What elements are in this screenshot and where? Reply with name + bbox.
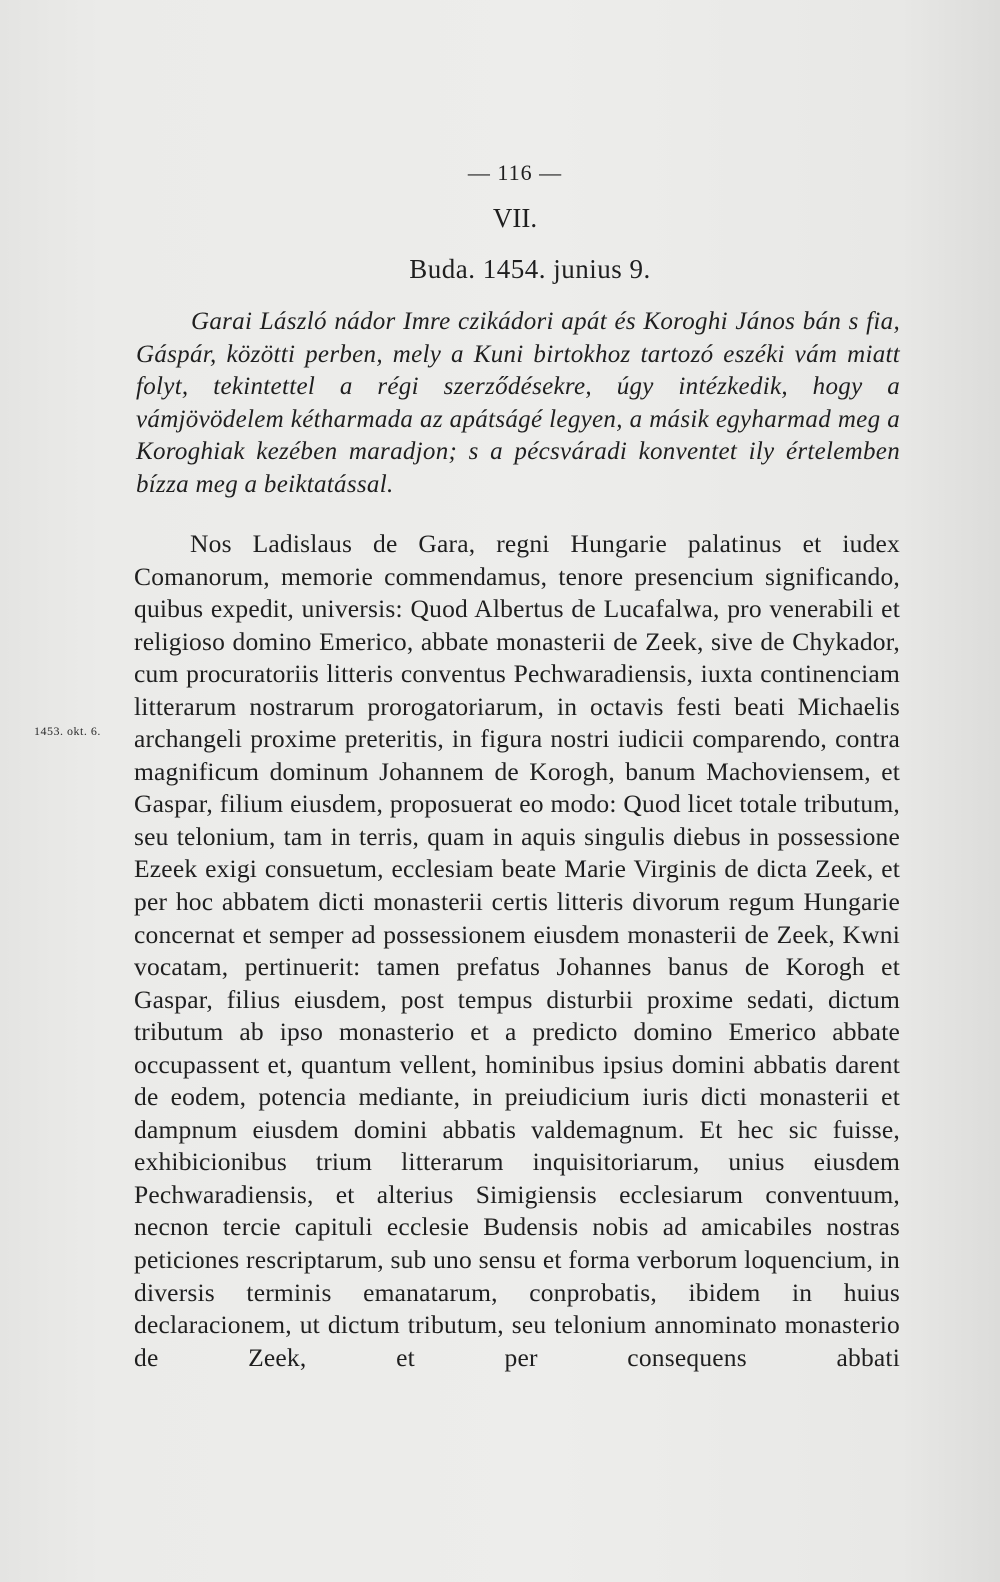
place-date-heading: Buda. 1454. junius 9. <box>409 254 651 284</box>
document-number: VII. <box>492 203 538 233</box>
regest-summary: Garai László nádor Imre czikádori apát és Koroghi János bán s fia, Gáspár, közötti perben, mely a Kuni birtokhoz tartozó eszéki vám miatt folyt, tekintettel a régi szerződésekre, úgy intézkedik, hogy a vámjövödelem kétharmada az apátságé legyen, a másik egyharmad meg a Koroghiak kezében maradjon; s a pécsváradi konventet ily értelemben bízza meg a beiktatással. <box>136 308 900 498</box>
charter-text: Nos Ladislaus de Gara, regni Hungarie palatinus et iudex Comanorum, memorie commendamus, tenore presencium significando, quibus expedit, universis: Quod Albertus de Lucafalwa, pro venerabili et religioso domino Emerico, abbate monasterii de Zeek, sive de Chykador, cum procuratoriis litteris conventus Pechwaradiensis, iuxta continenciam litterarum nostrarum prorogatoriarum, in octavis festi beati Michaelis archangeli proxime preteritis, in figura nostri iudicii comparendo, contra magnificum dominum Johannem de Korogh, banum Machoviensem, et Gaspar, filium eiusdem, proposuerat eo modo: Quod licet totale tributum, seu telonium, tam in terris, quam in aquis singulis diebus in possessione Ezeek exigi consuetum, ecclesiam beate Marie Virginis de dicta Zeek, et per hoc abbatem dicti monasterii certis litteris divorum regum Hungarie concernat et semper ad possessionem eiusdem monasterii de Zeek, Kwni vocatam, pertinuerit: tamen prefatus Johannes banus de Korogh et Gaspar, filius eiusdem, post tempus disturbii proxime sedati, dictum tributum ab ipso monasterio et a predicto domino Emerico abbate occupassent et, quantum vellent, hominibus ipsius domini abbatis darent de eodem, potencia mediante, in preiudicium iuris dicti monasterii et dampnum eiusdem domini abbatis valdemagnum. Et hec sic fuisse, exhibicionibus trium litterarum inquisitoriarum, unius eiusdem Pechwaradiensis, et alterius Simigiensis ecclesiarum conventuum, necnon tercie capituli ecclesie Budensis nobis ad amicabiles nostras peticiones rescriptarum, sub uno sensu et forma verborum loquencium, in diversis terminis emanatarum, conprobatis, ibidem in huius declaracionem, ut dictum tributum, seu telonium annominato monasterio de Zeek, et per consequens abbati <box>134 529 900 1372</box>
margin-date-note: 1453. okt. 6. <box>34 724 101 738</box>
page-number: — 116 — <box>467 160 563 185</box>
